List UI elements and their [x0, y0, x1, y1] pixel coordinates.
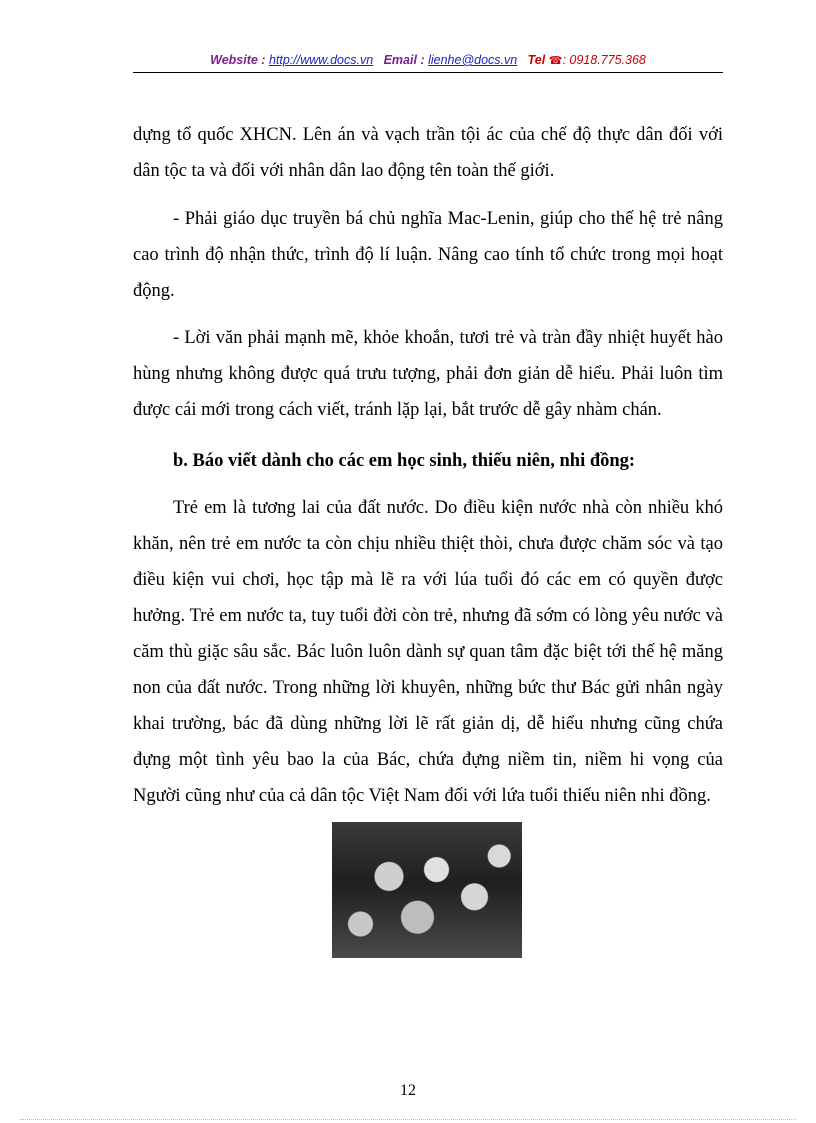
email-separator: : [416, 53, 425, 67]
paragraph-bullet-1: - Phải giáo dục truyền bá chủ nghĩa Mac-Lenin, giúp cho thế hệ trẻ nâng cao trình độ nhận thức, trình độ lí luận. Nâng cao tính tổ chức trong mọi hoạt động. [133, 209, 723, 301]
tel-label: Tel [527, 53, 546, 67]
historical-photo [332, 822, 522, 958]
page-bottom-border [20, 1119, 796, 1120]
section-body: Trẻ em là tương lai của đất nước. Do điều kiện nước nhà còn nhiều khó khăn, nên trẻ em nước ta còn chịu nhiều thiệt thòi, chưa được chăm sóc và tạo điều kiện vui chơi, học tập mà lẽ ra với lúa tuổi đó các em có quyền được hưởng. Trẻ em nước ta, tuy tuổi đời còn trẻ, nhưng đã sớm có lòng yêu nước và căm thù giặc sâu sắc. Bác luôn luôn dành sự quan tâm đặc biệt tới thế hệ măng non của đất nước. Trong những lời khuyên, những bức thư Bác gửi nhân ngày khai trường, bác đã dùng những lời lẽ rất giản dị, dễ hiểu nhưng cũng chứa đựng một tình yêu bao la của Bác, chứa đựng niềm tin, niềm hi vọng của Người cũng như của cả dân tộc Việt Nam đối với lứa tuổi thiếu niên nhi đồng. [133, 498, 723, 806]
email-link[interactable]: lienhe@docs.vn [428, 53, 518, 67]
page-header [133, 50, 723, 73]
page-number: 12 [400, 1082, 416, 1099]
paragraph-bullet-2: - Lời văn phải mạnh mẽ, khỏe khoắn, tươi trẻ và tràn đầy nhiệt huyết hào hùng nhưng không được quá trưu tượng, phải đơn giản dễ hiểu. Phải luôn tìm được cái mới trong cách viết, tránh lặp lại, bắt trước dễ gây nhàm chán. [133, 328, 723, 420]
website-link[interactable]: http://www.docs.vn [268, 53, 374, 67]
email-label: Email [383, 53, 417, 67]
website-label: Website : [210, 53, 266, 67]
paragraph-continuation: dựng tổ quốc XHCN. Lên án và vạch trần tội ác của chế độ thực dân đối với dân tộc ta và đối với nhân dân lao động tên toàn thế giới. [133, 125, 723, 181]
phone-number: : 0918.775.368 [562, 53, 646, 67]
phone-icon: ☎ [548, 55, 563, 67]
section-heading: b. Báo viết dành cho các em học sinh, thiếu niên, nhi đồng: [173, 451, 636, 471]
